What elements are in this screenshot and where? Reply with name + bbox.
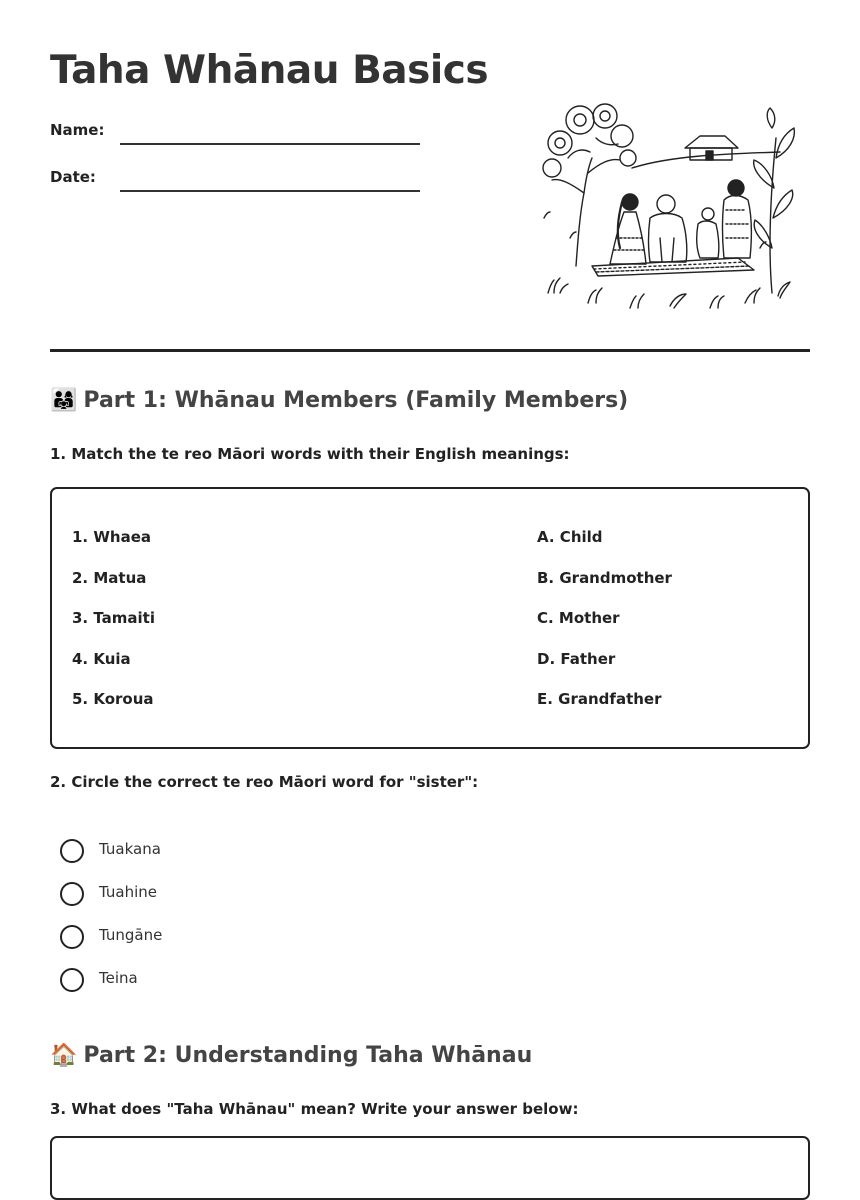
radio-circle-icon[interactable] [60, 839, 84, 863]
name-label: Name: [50, 121, 105, 139]
match-right-item: B. Grandmother [537, 569, 672, 587]
page-title: Taha Whānau Basics [50, 48, 489, 93]
matching-box [50, 487, 810, 749]
match-right-item: E. Grandfather [537, 690, 662, 708]
match-left-item: 3. Tamaiti [72, 609, 155, 627]
part2-title: Part 2: Understanding Taha Whānau [83, 1043, 533, 1068]
part1-heading [50, 388, 628, 413]
radio-circle-icon[interactable] [60, 968, 84, 992]
part1-title: Part 1: Whānau Members (Family Members) [83, 388, 629, 413]
radio-circle-icon[interactable] [60, 925, 84, 949]
family-illustration [540, 98, 802, 316]
question-3: 3. What does "Taha Whānau" mean? Write your answer below: [50, 1100, 579, 1118]
option-label: Tuakana [99, 840, 161, 858]
section-divider [50, 349, 810, 352]
question-1: 1. Match the te reo Māori words with their English meanings: [50, 445, 570, 463]
match-left-item: 2. Matua [72, 569, 147, 587]
option-label: Tungāne [99, 926, 163, 944]
match-left-item: 5. Koroua [72, 690, 154, 708]
option-label: Tuahine [99, 883, 157, 901]
family-emoji-icon: 👨‍👩‍👧 [50, 388, 78, 413]
date-input-line[interactable] [120, 190, 420, 192]
match-right-item: D. Father [537, 650, 616, 668]
question-2: 2. Circle the correct te reo Māori word for "sister": [50, 773, 479, 791]
part2-heading [50, 1043, 532, 1068]
match-right-item: A. Child [537, 528, 603, 546]
answer-textarea[interactable] [50, 1136, 810, 1200]
radio-circle-icon[interactable] [60, 882, 84, 906]
match-left-item: 4. Kuia [72, 650, 131, 668]
date-label: Date: [50, 168, 96, 186]
match-right-item: C. Mother [537, 609, 620, 627]
match-left-item: 1. Whaea [72, 528, 151, 546]
name-input-line[interactable] [120, 143, 420, 145]
option-label: Teina [99, 969, 138, 987]
house-emoji-icon: 🏠 [50, 1043, 78, 1068]
